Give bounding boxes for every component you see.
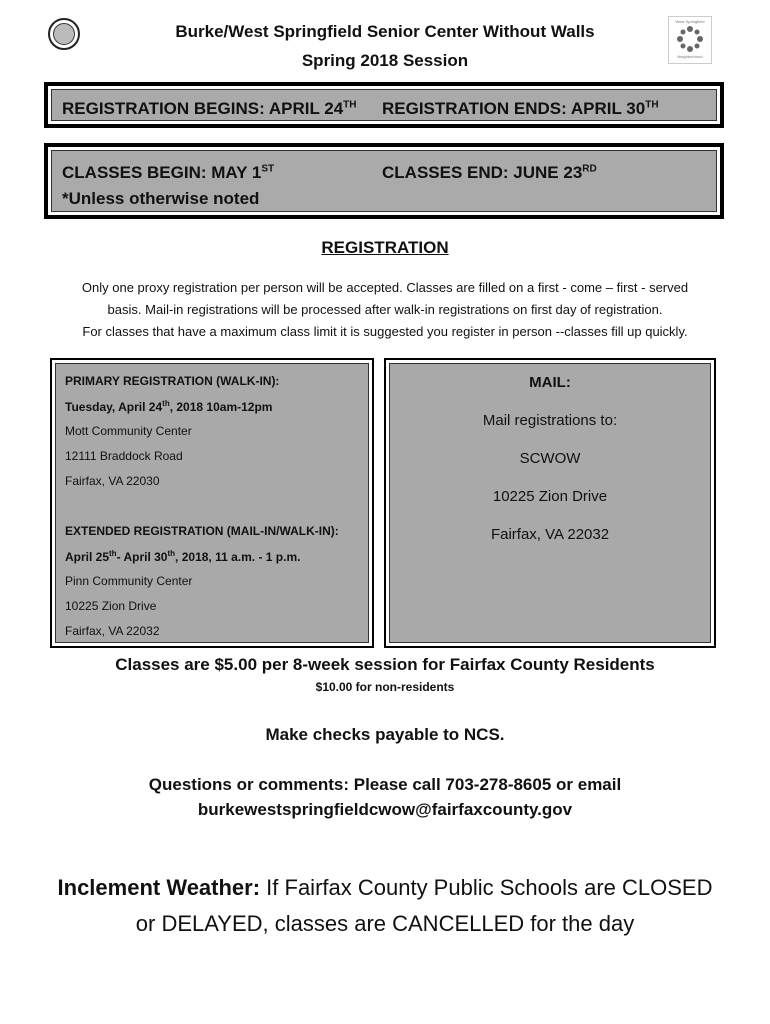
resident-fee: Classes are $5.00 per 8-week session for Fairfax County Residents [115, 655, 655, 674]
classes-begin: CLASSES BEGIN: MAY 1ST [62, 163, 275, 182]
mail-heading: MAIL: [529, 374, 571, 391]
registration-policy: Only one proxy registration per person will be accepted. Classes are filled on a first - come – first - served basis. Mail-in registrations will be processed after walk-in registrations on first day of registration. For classes that have a maximum class limit it is suggested you register in person --classes fill up quickly. [81, 280, 689, 339]
contact-line: Questions or comments: Please call 703-278-8605 or email [148, 775, 622, 794]
contact-email-link[interactable]: burkewestspringfieldcwow@fairfaxcounty.gov [197, 800, 573, 819]
mail-instruction: Mail registrations to: [482, 412, 618, 429]
registration-ends: REGISTRATION ENDS: APRIL 30TH [382, 99, 659, 118]
primary-city: Fairfax, VA 22030 [65, 474, 160, 488]
title-line-1: Burke/West Springfield Senior Center Without Walls [175, 22, 595, 41]
payment-instruction: Make checks payable to NCS. [265, 725, 505, 744]
dates-note: *Unless otherwise noted [62, 189, 260, 208]
title-line-2: Spring 2018 Session [301, 51, 469, 70]
extended-registration-date: April 25th- April 30th, 2018, 11 a.m. - 1 p.m. [65, 549, 301, 564]
primary-street: 12111 Braddock Road [65, 449, 183, 463]
center-logo: West Springfield Neighborhood [668, 16, 712, 64]
weather-label: Inclement Weather: [57, 875, 261, 900]
primary-location: Mott Community Center [65, 424, 192, 438]
mail-recipient: SCWOW [519, 450, 581, 467]
inclement-weather-notice: Inclement Weather: If Fairfax County Public Schools are CLOSED or DELAYED, classes are CANCELLED for the day [57, 875, 713, 936]
mail-street: 10225 Zion Drive [492, 488, 608, 505]
classes-end: CLASSES END: JUNE 23RD [382, 163, 597, 182]
class-dates-banner [44, 143, 724, 219]
registration-heading: REGISTRATION [321, 238, 449, 257]
registration-begins: REGISTRATION BEGINS: APRIL 24TH [62, 99, 357, 118]
primary-registration-date: Tuesday, April 24th, 2018 10am-12pm [65, 399, 273, 414]
extended-location: Pinn Community Center [65, 574, 193, 588]
mail-registration-box [384, 358, 716, 648]
extended-street: 10225 Zion Drive [65, 599, 157, 613]
mail-city: Fairfax, VA 22032 [490, 526, 610, 543]
extended-registration-heading: EXTENDED REGISTRATION (MAIL-IN/WALK-IN): [65, 524, 339, 538]
registration-dates-banner [44, 82, 724, 128]
non-resident-fee: $10.00 for non-residents [315, 680, 455, 694]
extended-city: Fairfax, VA 22032 [65, 624, 160, 638]
primary-registration-heading: PRIMARY REGISTRATION (WALK-IN): [65, 374, 280, 388]
walk-in-registration-box [50, 358, 374, 648]
page-title [0, 17, 770, 75]
